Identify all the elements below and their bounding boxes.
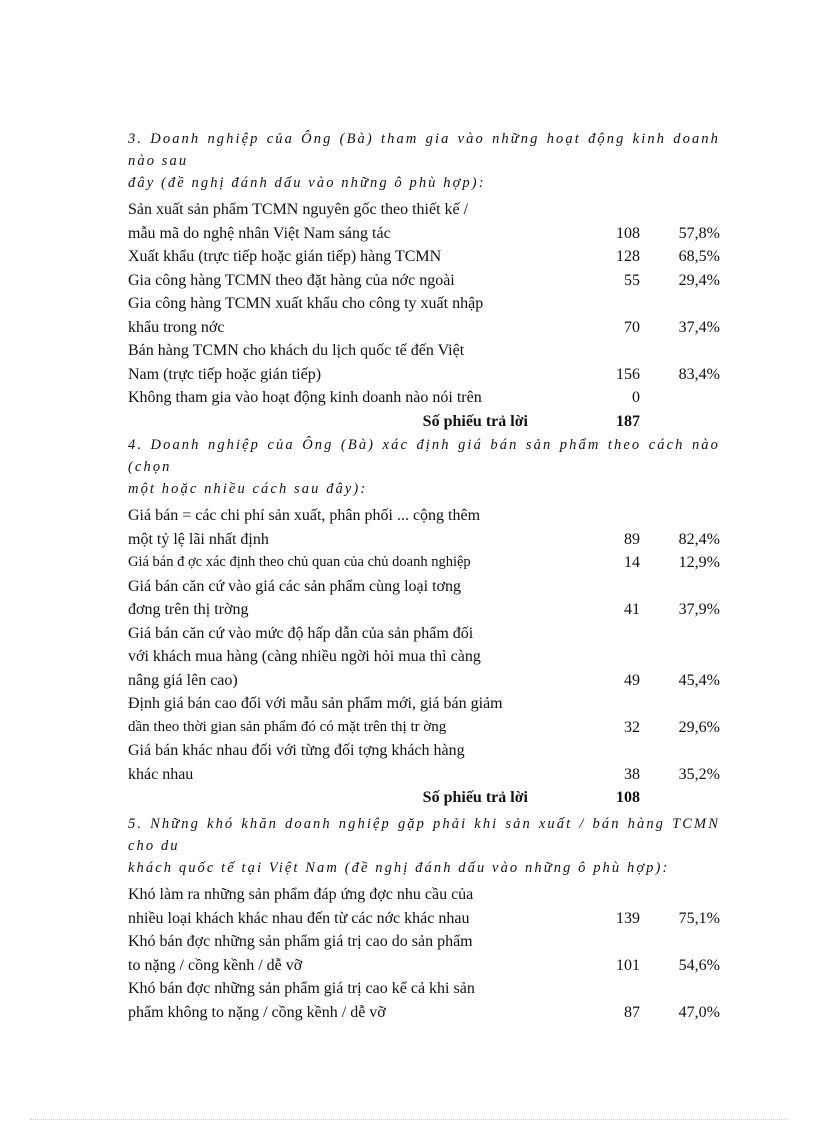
answer-text: Nam (trực tiếp hoặc gián tiếp) [128,365,322,383]
answer-percent: 37,9% [678,601,720,618]
answer-count: 139 [616,909,640,927]
answer-text: Định giá bán cao đối với mẫu sản phẩm mới, giá bán giảm [128,695,503,712]
question-5-section [128,813,728,1024]
answer-row [128,245,728,269]
answer-text: khác nhau [128,765,194,783]
answer-count: 41 [624,601,640,618]
answer-percent: 57,8% [678,224,720,242]
question-title-line: đây (đề nghị đánh dấu vào những ô phù hợp): [128,175,486,191]
answer-row [128,269,728,293]
answer-percent: 45,4% [678,671,720,689]
question-4-section [128,434,728,810]
answer-row [128,692,728,739]
question-title-line: khách quốc tế tại Việt Nam (đề nghị đánh dấu vào những ô phù hợp): [128,860,670,876]
answer-percent: 35,2% [678,765,720,783]
answer-count: 49 [624,671,640,689]
answer-text: phẩm không to nặng / cồng kềnh / dễ vỡ [128,1003,386,1021]
answer-text: Xuất khẩu (trực tiếp hoặc gián tiếp) hàng TCMN [128,248,442,265]
answer-count: 87 [624,1003,640,1021]
question-3-title [128,128,720,194]
answer-count: 101 [616,956,640,974]
answer-count: 38 [624,765,640,783]
answer-text: đơng trên thị trờng [128,601,249,618]
answer-row [128,504,728,551]
question-4-title [128,434,720,500]
answer-percent: 75,1% [678,909,720,927]
answer-row [128,622,728,693]
answer-percent: 83,4% [678,365,720,383]
answer-count: 128 [616,248,640,265]
question-5-title [128,813,720,879]
question-3-section [128,128,728,434]
question-title-line: 3. Doanh nghiệp của Ông (Bà) tham gia vào những hoạt động kinh doanh nào sau [128,131,720,169]
answer-percent: 82,4% [678,530,720,548]
total-label: Số phiếu trả lời [422,412,528,430]
answer-percent: 54,6% [678,956,720,974]
answer-text: Giá bán đ ợc xác định theo chủ quan của chủ doanh nghiệp [128,554,471,570]
answer-count: 32 [624,718,640,736]
answer-text: mẫu mã do nghệ nhân Việt Nam sáng tác [128,224,391,242]
answer-row [128,930,728,977]
answer-row [128,739,728,786]
answer-percent: 29,4% [678,271,720,289]
answer-row [128,339,728,386]
answer-text: Không tham gia vào hoạt động kinh doanh nào nói trên [128,389,482,406]
total-count: 187 [616,412,640,430]
answer-count: 108 [616,224,640,242]
question-title-line: một hoặc nhiều cách sau đây): [128,481,368,497]
answer-percent: 47,0% [678,1003,720,1021]
answer-text: Giá bán căn cứ vào mức độ hấp dẫn của sản phẩm đối [128,624,474,642]
answer-text: Gia công hàng TCMN theo đặt hàng của nớc ngoài [128,271,455,289]
answer-text: Khó làm ra những sản phẩm đáp ứng đợc nhu cầu của [128,886,474,903]
question-title-line: 5. Những khó khăn doanh nghiệp gặp phải khi sản xuất / bán hàng TCMN cho du [128,816,720,854]
answer-row [128,883,728,930]
total-row [128,410,728,434]
answer-text: một tỷ lệ lãi nhất định [128,530,269,548]
answer-text: Khó bán đợc những sản phẩm giá trị cao kể cả khi sản [128,980,475,997]
answer-text: Bán hàng TCMN cho khách du lịch quốc tế đến Việt [128,342,465,359]
answer-text: Giá bán căn cứ vào giá các sản phẩm cùng loại tơng [128,577,462,595]
question-title-line: 4. Doanh nghiệp của Ông (Bà) xác định giá bán sản phẩm theo cách nào (chọn [128,437,720,475]
answer-row [128,575,728,622]
answer-text: dần theo thời gian sản phẩm đó có mặt trên thị tr ờng [128,718,447,735]
total-row [128,786,728,810]
answer-count: 89 [624,530,640,548]
answer-text: Sản xuất sản phẩm TCMN nguyên gốc theo thiết kế / [128,201,469,218]
answer-percent: 29,6% [678,718,720,736]
answer-text: to nặng / cồng kềnh / dễ vỡ [128,956,303,974]
answer-text: nâng giá lên cao) [128,671,238,689]
answer-row [128,386,728,410]
answer-percent: 68,5% [678,248,720,265]
answer-text: Giá bán = các chi phí sản xuất, phân phối ... cộng thêm [128,507,481,524]
answer-count: 14 [624,554,640,571]
answer-text: nhiều loại khách khác nhau đến từ các nớc khác nhau [128,909,470,927]
answer-count: 70 [624,318,640,336]
answer-row [128,551,728,575]
answer-count: 156 [616,365,640,383]
answer-count: 55 [624,271,640,289]
total-count: 108 [616,789,640,806]
answer-text: với khách mua hàng (càng nhiều ngời hỏi mua thì càng [128,648,481,665]
answer-percent: 37,4% [678,318,720,336]
page-bottom-divider [30,1119,786,1120]
answer-text: Gia công hàng TCMN xuất khẩu cho công ty xuất nhập [128,295,484,312]
answer-text: Khó bán đợc những sản phẩm giá trị cao do sản phẩm [128,933,473,950]
answer-percent: 12,9% [678,554,720,571]
answer-row [128,198,728,245]
answer-text: Giá bán khác nhau đối với từng đối tợng khách hàng [128,742,465,759]
answer-row [128,977,728,1024]
answer-text: khẩu trong nớc [128,318,225,336]
answer-row [128,292,728,339]
answer-count: 0 [632,389,640,406]
total-label: Số phiếu trả lời [422,789,528,806]
